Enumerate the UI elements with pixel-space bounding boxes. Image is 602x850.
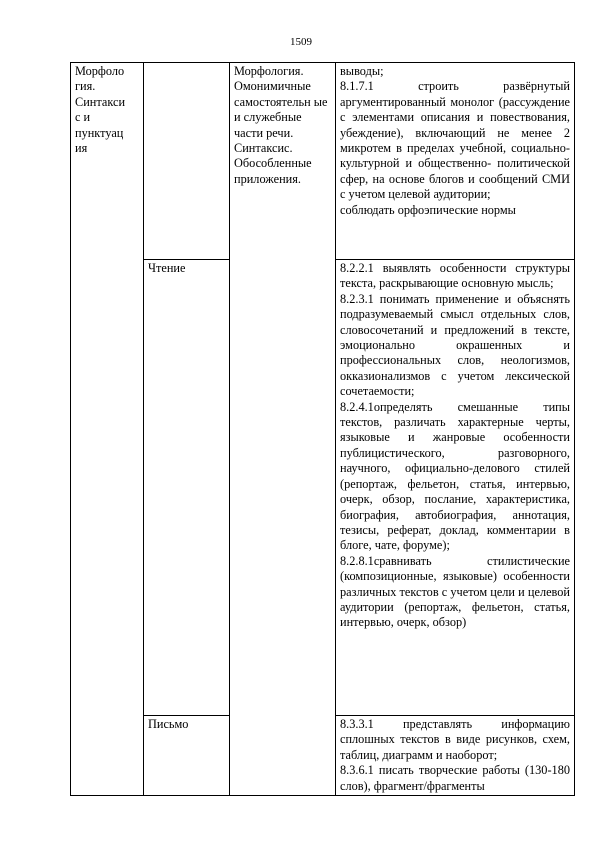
topic-text: Морфология. Омонимичные самостоятельн ые и служебные части речи. Синтаксис. Обособленные приложения. (234, 64, 328, 186)
objectives-cell (336, 716, 575, 796)
section-cell (71, 63, 144, 796)
table-row (71, 63, 575, 260)
skill-cell (144, 63, 230, 260)
page-number: 1509 (290, 36, 312, 48)
objective-text: 8.1.7.1 строить развёрнутый аргументированный монолог (рассуждение с элементами описания и повествования, убеждение), включающий не менее 2 микротем в пределах учебной, социально-культурной и общественно- политической сфер, на основе блогов и сообщений СМИ с учетом целевой аудитории; (340, 79, 570, 202)
objective-text: 8.2.2.1 выявлять особенности структуры текста, раскрывающие основную мысль; (340, 261, 570, 291)
objectives-cell (336, 260, 575, 716)
objective-text: выводы; (340, 64, 384, 78)
objective-text: 8.3.6.1 писать творческие работы (130-180 слов), фрагмент/фрагменты (340, 763, 570, 793)
objective-text: 8.3.3.1 представлять информацию сплошных текстов в виде рисунков, схем, таблиц, диаграмм и наоборот; (340, 717, 570, 762)
objectives-cell (336, 63, 575, 260)
skill-label: Чтение (148, 261, 186, 275)
objective-text: соблюдать орфоэпические нормы (340, 202, 516, 217)
topic-cell (230, 63, 336, 796)
objective-text: 8.2.8.1сравнивать стилистические (композиционные, языковые) особенности различных текстов с учетом цели и целевой аудитории (репортаж, фельетон, статья, интервью, очерк, обзор) (340, 553, 570, 630)
objective-text: 8.2.4.1определять смешанные типы текстов, различать характерные черты, языковые и жанровые особенности публицистического, разговорного, научного, официально-делового стилей (репортаж, фельетон, статья, интервью, очерк, обзор, послание, характеристика, биография, автобиография, аннотация, тезисы, реферат, доклад, комментарии в блоге, чате, форуме); (340, 399, 570, 553)
objective-text: 8.2.3.1 понимать применение и объяснять подразумеваемый смысл отдельных слов, словосочетаний и предложений в тексте, эмоционально окрашенных и профессиональных слов, неологизмов, окказионализмов с учетом лексической сочетаемости; (340, 291, 570, 399)
skill-cell (144, 716, 230, 796)
curriculum-table (70, 62, 575, 796)
section-label: Морфоло гия. Синтакси с и пунктуац ия (75, 64, 126, 156)
skill-label: Письмо (148, 717, 189, 731)
skill-cell (144, 260, 230, 716)
